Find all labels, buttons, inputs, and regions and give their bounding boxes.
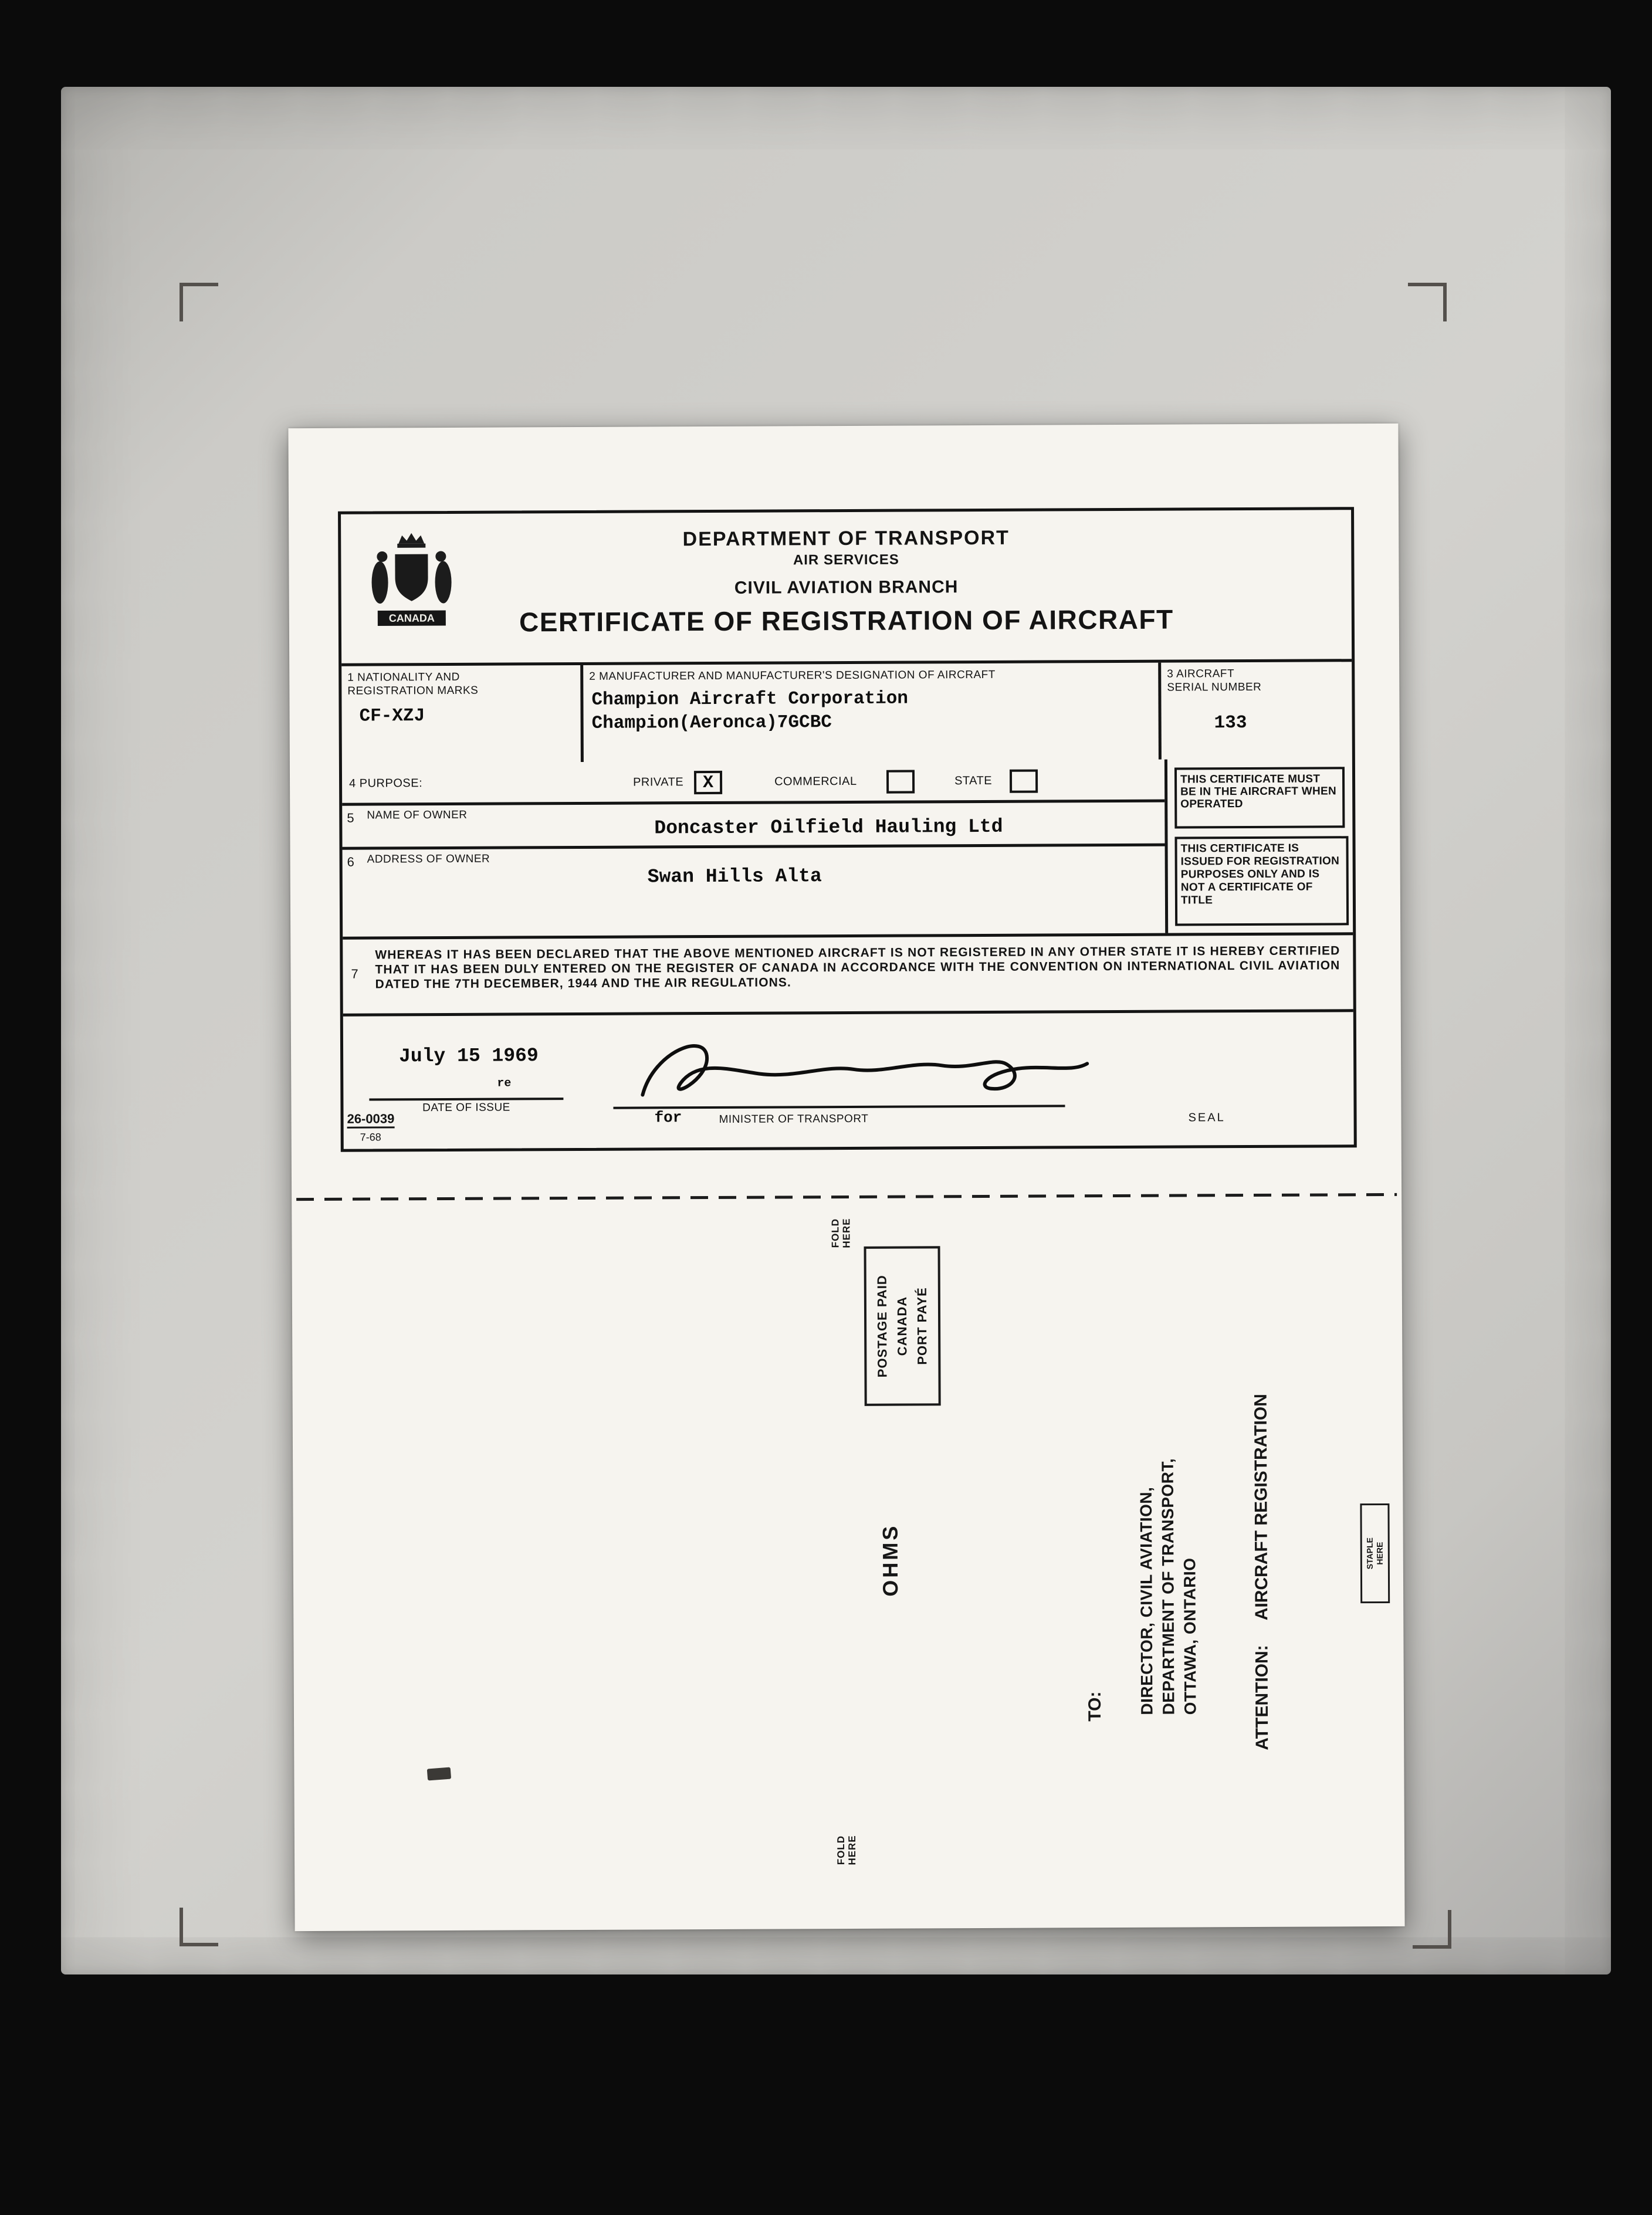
fold-here-top-label: FOLD HERE xyxy=(830,1218,852,1248)
field-owner-name xyxy=(342,802,1164,850)
field-3-label: 3 AIRCRAFT SERIAL NUMBER xyxy=(1167,668,1262,694)
staple-here-label: STAPLE HERE xyxy=(1365,1537,1384,1570)
date-of-issue-value: July 15 1969 xyxy=(399,1045,539,1068)
minister-of-transport-label: MINISTER OF TRANSPORT xyxy=(719,1112,869,1126)
manufacturer-value: Champion Aircraft Corporation Champion(Aeronca)7GCBC xyxy=(591,688,909,734)
field-5-label: NAME OF OWNER xyxy=(367,808,468,822)
registration-corner-mark xyxy=(180,1908,218,1946)
address-line-1: DIRECTOR, CIVIL AVIATION, xyxy=(1136,1486,1156,1715)
private-check-mark: X xyxy=(702,773,714,794)
field-7-number: 7 xyxy=(351,966,358,981)
ink-smudge xyxy=(427,1767,451,1781)
notice-column xyxy=(1164,758,1353,933)
field-nationality xyxy=(341,665,584,763)
notice-must-be-in-aircraft: THIS CERTIFICATE MUST BE IN THE AIRCRAFT WHEN OPERATED xyxy=(1174,767,1345,828)
coat-of-arms-banner-text: CANADA xyxy=(388,612,435,624)
field-6-label: ADDRESS OF OWNER xyxy=(367,852,490,866)
attention-label: ATTENTION: xyxy=(1252,1645,1272,1750)
field-6-number: 6 xyxy=(347,854,354,869)
owner-address-value: Swan Hills Alta xyxy=(647,865,822,888)
typed-correction: re xyxy=(497,1076,512,1090)
perforation-line xyxy=(296,1193,1397,1201)
postage-paid-box xyxy=(864,1246,941,1406)
address-line-3: OTTAWA, ONTARIO xyxy=(1180,1557,1200,1715)
attention-value: AIRCRAFT REGISTRATION xyxy=(1251,1394,1272,1621)
ohms-label: OHMS xyxy=(878,1523,903,1597)
commercial-label: COMMERCIAL xyxy=(774,774,857,788)
registration-corner-mark xyxy=(180,283,218,321)
certificate-sheet xyxy=(288,424,1404,1931)
form-revision: 7-68 xyxy=(360,1131,381,1143)
registration-corner-mark xyxy=(1413,1910,1451,1949)
serial-number-value: 133 xyxy=(1214,713,1247,734)
registration-corner-mark xyxy=(1408,283,1447,321)
certificate-title: CERTIFICATE OF REGISTRATION OF AIRCRAFT xyxy=(519,604,1174,638)
certificate-form xyxy=(338,507,1357,1152)
field-serial-number xyxy=(1161,662,1349,759)
notice-registration-only: THIS CERTIFICATE IS ISSUED FOR REGISTRATION PURPOSES ONLY AND IS NOT A CERTIFICATE OF TITLE xyxy=(1174,836,1349,926)
fold-here-bottom-label: FOLD HERE xyxy=(835,1835,858,1865)
owner-name-value: Doncaster Oilfield Hauling Ltd xyxy=(654,815,1003,839)
owner-section xyxy=(342,758,1353,937)
postage-paid-text: POSTAGE PAID CANADA PORT PAYÉ xyxy=(874,1275,930,1378)
department-name: DEPARTMENT OF TRANSPORT xyxy=(682,526,1010,551)
whereas-text: WHEREAS IT HAS BEEN DECLARED THAT THE ABOVE MENTIONED AIRCRAFT IS NOT REGISTERED IN ANY OTHER STATE IT IS HEREBY CERTIFIED THAT IT HAS BEEN DULY ENTERED ON THE REGISTER OF CANADA IN ACCORDANCE WITH THE CONVENTION ON INTERNATIONAL CIVIL AVIATION DATED THE 7TH DECEMBER, 1944 AND THE AIR REGULATIONS. xyxy=(375,944,1340,991)
state-checkbox xyxy=(1010,770,1038,793)
owner-fields xyxy=(342,760,1165,937)
field-owner-address xyxy=(343,846,1166,931)
attention-line xyxy=(1251,1394,1273,1750)
field-manufacturer xyxy=(583,663,1162,762)
to-label: TO: xyxy=(1085,1691,1105,1722)
state-label: STATE xyxy=(954,774,993,788)
form-number: 26-0039 xyxy=(347,1111,395,1128)
field-2-label: 2 MANUFACTURER AND MANUFACTURER'S DESIGNATION OF AIRCRAFT xyxy=(589,668,996,683)
for-label: for xyxy=(654,1109,682,1127)
branch-name: CIVIL AVIATION BRANCH xyxy=(734,577,959,598)
field-5-number: 5 xyxy=(347,810,354,825)
seal-label: SEAL xyxy=(1188,1111,1226,1125)
return-address xyxy=(1135,1458,1201,1715)
minister-signature xyxy=(619,1022,1095,1119)
field-1-label: 1 NATIONALITY AND REGISTRATION MARKS xyxy=(347,670,479,697)
private-checkbox xyxy=(694,771,722,794)
fields-row xyxy=(341,659,1352,763)
air-services-line: AIR SERVICES xyxy=(793,551,899,568)
date-of-issue-label: DATE OF ISSUE xyxy=(422,1101,510,1115)
field-4-label: 4 PURPOSE: xyxy=(349,777,423,790)
date-rule xyxy=(369,1098,563,1100)
whereas-clause xyxy=(343,932,1353,1017)
commercial-checkbox xyxy=(886,770,915,793)
registration-marks-value: CF-XZJ xyxy=(359,706,425,727)
staple-here-box xyxy=(1360,1503,1390,1603)
field-purpose xyxy=(342,760,1164,806)
private-label: PRIVATE xyxy=(633,775,684,789)
address-line-2: DEPARTMENT OF TRANSPORT, xyxy=(1158,1458,1178,1715)
